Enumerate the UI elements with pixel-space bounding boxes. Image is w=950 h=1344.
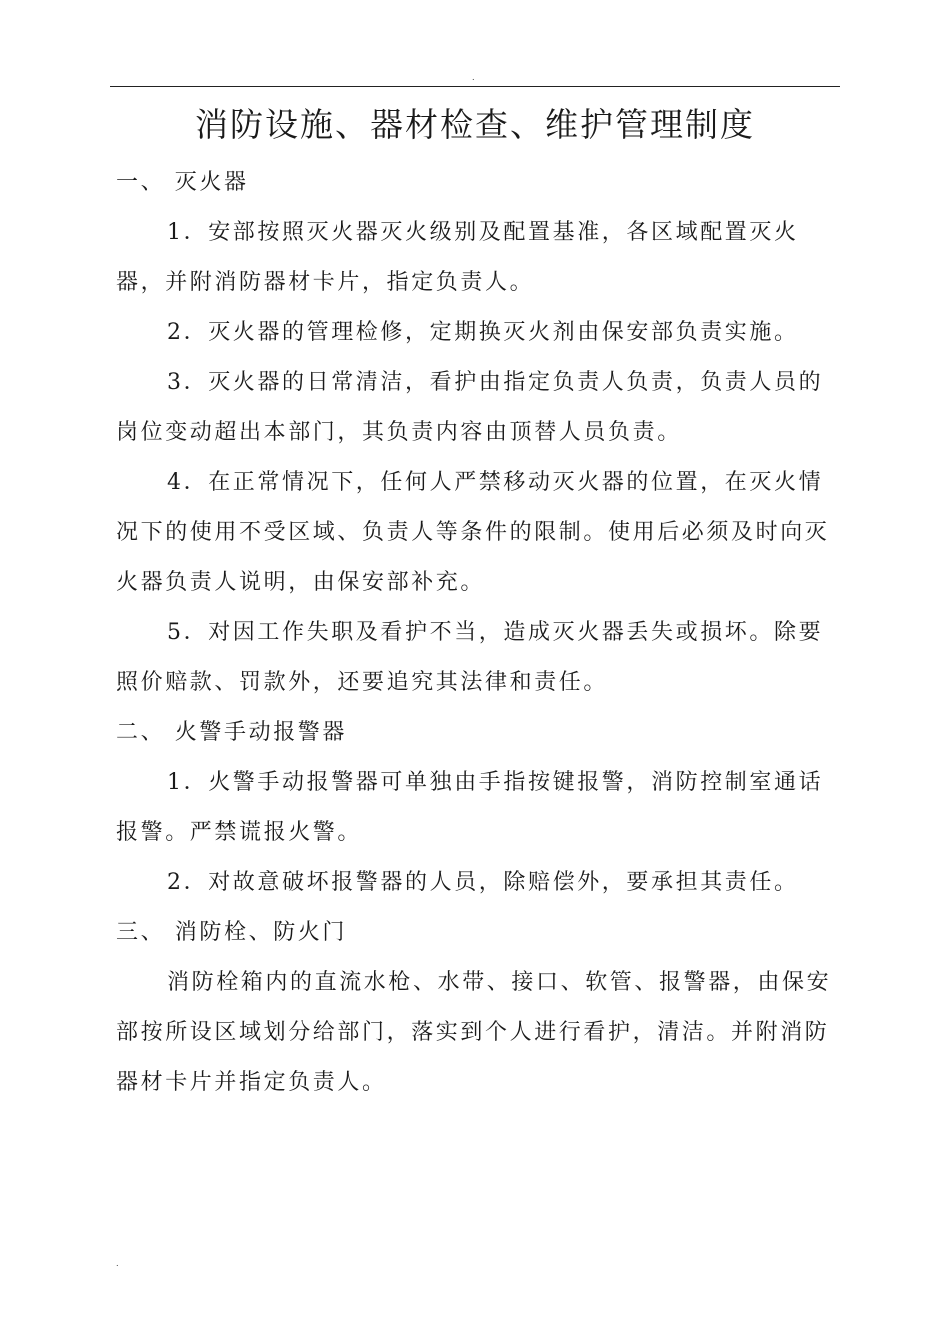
paragraph: 消防栓箱内的直流水枪、水带、接口、软管、报警器，由保安部按所设区域划分给部门，落实到个人进行看护，清洁。并附消防器材卡片并指定负责人。: [116, 970, 832, 1095]
header-rule: [110, 86, 840, 87]
section-hydrant-firedoor: [116, 908, 838, 1108]
document-body: [116, 158, 838, 1108]
paragraph: 4．在正常情况下，任何人严禁移动灭火器的位置，在灭火情况下的使用不受区域、负责人等条件的限制。使用后必须及时向灭火器负责人说明，由保安部补充。: [116, 470, 830, 595]
paragraph: 3．灭火器的日常清洁，看护由指定负责人负责，负责人员的岗位变动超出本部门，其负责内容由顶替人员负责。: [116, 370, 824, 445]
paragraph: 2．对故意破坏报警器的人员，除赔偿外，要承担其责任。: [167, 870, 799, 895]
document-title: 消防设施、器材检查、维护管理制度: [195, 105, 755, 144]
section-manual-alarm: [116, 708, 838, 908]
paragraph: 1．火警手动报警器可单独由手指按键报警，消防控制室通话报警。严禁谎报火警。: [116, 770, 824, 845]
paragraph: 5．对因工作失职及看护不当，造成灭火器丢失或损坏。除要照价赔款、罚款外，还要追究其法律和责任。: [116, 620, 824, 695]
footer-mark: .: [116, 1259, 119, 1268]
section-heading: 二、 火警手动报警器: [116, 720, 347, 745]
section-extinguishers: [116, 158, 838, 708]
section-heading: 一、 灭火器: [116, 170, 249, 195]
section-heading: 三、 消防栓、防火门: [116, 920, 347, 945]
header-mark: .: [472, 73, 475, 82]
paragraph: 2．灭火器的管理检修，定期换灭火剂由保安部负责实施。: [167, 320, 799, 345]
paragraph: 1．安部按照灭火器灭火级别及配置基准，各区域配置灭火器，并附消防器材卡片，指定负责人。: [116, 220, 799, 295]
